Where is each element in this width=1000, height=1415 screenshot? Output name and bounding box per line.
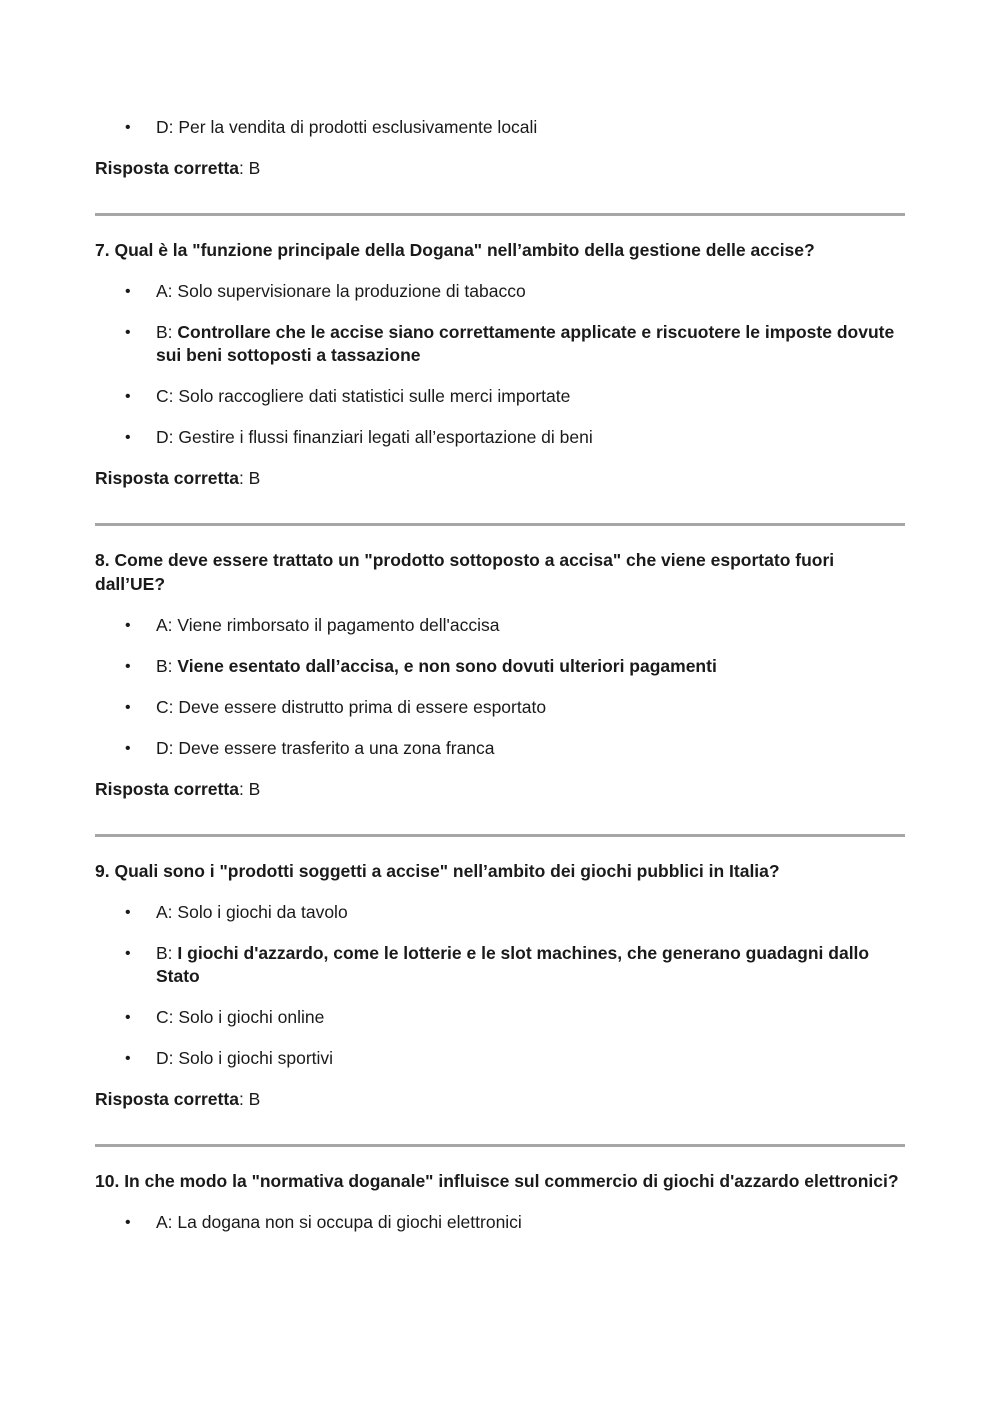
separator <box>95 523 905 526</box>
bullet-icon: • <box>125 1009 131 1026</box>
option-letter: C: <box>156 697 174 717</box>
answer-value: : B <box>238 779 261 799</box>
option-a <box>95 280 905 303</box>
correct-answer <box>95 778 905 801</box>
option-a <box>95 1211 905 1234</box>
option-letter: C: <box>156 386 174 406</box>
option-c <box>95 1006 905 1029</box>
option-letter: A: <box>156 902 173 922</box>
bullet-icon: • <box>125 324 131 341</box>
option-d <box>95 1047 905 1070</box>
question-8-title: 8. Come deve essere trattato un "prodotto sottoposto a accisa" che viene esportato fuori dall’UE? <box>95 550 835 594</box>
correct-answer <box>95 157 905 180</box>
option-a <box>95 614 905 637</box>
bullet-icon: • <box>125 945 131 962</box>
option-text-correct: Controllare che le accise siano correttamente applicate e riscuotere le imposte dovute sui beni sottoposti a tassazione <box>156 322 895 365</box>
bullet-icon: • <box>125 1214 131 1231</box>
bullet-icon: • <box>125 699 131 716</box>
bullet-icon: • <box>125 1050 131 1067</box>
option-b <box>95 321 905 367</box>
answer-label: Risposta corretta <box>95 158 239 178</box>
option-text: Deve essere trasferito a una zona franca <box>178 738 495 758</box>
option-letter: D: <box>156 427 174 447</box>
option-c <box>95 385 905 408</box>
option-text: La dogana non si occupa di giochi elettronici <box>177 1212 522 1232</box>
answer-label: Risposta corretta <box>95 779 239 799</box>
bullet-icon: • <box>125 658 131 675</box>
answer-value: : B <box>238 468 261 488</box>
answer-label: Risposta corretta <box>95 468 239 488</box>
option-text: Deve essere distrutto prima di essere esportato <box>178 697 547 717</box>
bullet-icon: • <box>125 429 131 446</box>
option-letter: A: <box>156 615 173 635</box>
option-letter: D: <box>156 1048 174 1068</box>
separator <box>95 1144 905 1147</box>
bullet-icon: • <box>125 904 131 921</box>
option-b <box>95 942 905 988</box>
option-letter: A: <box>156 281 173 301</box>
bullet-icon: • <box>125 119 131 136</box>
option-text: Viene rimborsato il pagamento dell'accisa <box>177 615 500 635</box>
option-d <box>95 116 905 139</box>
bullet-icon: • <box>125 283 131 300</box>
option-letter: B: <box>156 656 173 676</box>
separator <box>95 213 905 216</box>
option-d <box>95 737 905 760</box>
option-letter: D: <box>156 117 174 137</box>
option-letter: C: <box>156 1007 174 1027</box>
bullet-icon: • <box>125 740 131 757</box>
option-text: Solo i giochi da tavolo <box>177 902 348 922</box>
option-text: Solo supervisionare la produzione di tabacco <box>177 281 526 301</box>
question-10-title: 10. In che modo la "normativa doganale" influisce sul commercio di giochi d'azzardo elettronici? <box>95 1171 899 1191</box>
answer-value: : B <box>238 158 261 178</box>
option-text: Solo i giochi sportivi <box>178 1048 334 1068</box>
option-c <box>95 696 905 719</box>
separator <box>95 834 905 837</box>
answer-value: : B <box>238 1089 261 1109</box>
correct-answer <box>95 1088 905 1111</box>
option-b <box>95 655 905 678</box>
correct-answer <box>95 467 905 490</box>
quiz-content <box>95 116 905 1252</box>
option-text-correct: I giochi d'azzardo, come le lotterie e le slot machines, che generano guadagni dallo Stato <box>156 943 870 986</box>
option-letter: B: <box>156 943 173 963</box>
question-9-title: 9. Quali sono i "prodotti soggetti a accise" nell’ambito dei giochi pubblici in Italia? <box>95 861 780 881</box>
bullet-icon: • <box>125 617 131 634</box>
option-letter: D: <box>156 738 174 758</box>
option-letter: B: <box>156 322 173 342</box>
question-7-title: 7. Qual è la "funzione principale della Dogana" nell’ambito della gestione delle accise? <box>95 240 815 260</box>
option-text-correct: Viene esentato dall’accisa, e non sono dovuti ulteriori pagamenti <box>177 656 717 676</box>
option-text: Solo i giochi online <box>178 1007 325 1027</box>
answer-label: Risposta corretta <box>95 1089 239 1109</box>
option-a <box>95 901 905 924</box>
option-text: Per la vendita di prodotti esclusivamente locali <box>178 117 538 137</box>
option-letter: A: <box>156 1212 173 1232</box>
bullet-icon: • <box>125 388 131 405</box>
option-text: Solo raccogliere dati statistici sulle merci importate <box>178 386 571 406</box>
option-text: Gestire i flussi finanziari legati all’esportazione di beni <box>178 427 593 447</box>
option-d <box>95 426 905 449</box>
